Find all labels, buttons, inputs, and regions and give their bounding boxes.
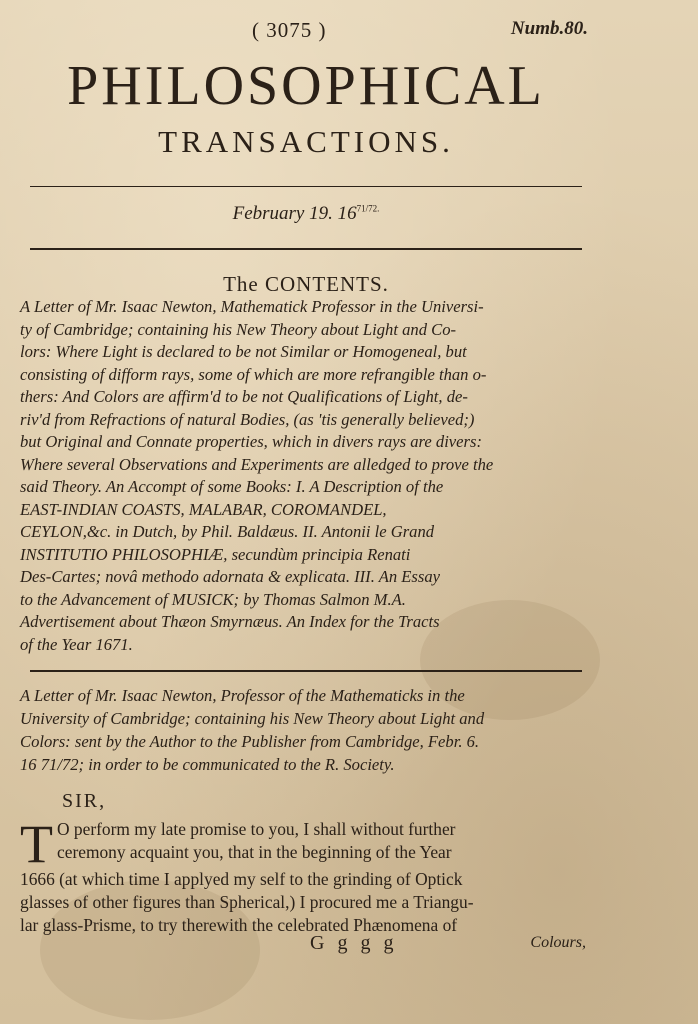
letter-body: [20, 814, 590, 938]
contents-line: Advertisement about Thæon Smyrnæus. An Index for the Tracts: [20, 612, 440, 631]
letter-heading-line: A Letter of Mr. Isaac Newton, Professor of the Mathematicks in the: [20, 686, 465, 705]
contents-summary: [20, 296, 590, 656]
contents-line: Where several Observations and Experiments are alledged to prove the: [20, 454, 494, 474]
issue-date-text: February 19. 16: [232, 203, 357, 224]
signature-mark: G g g g: [310, 932, 398, 954]
contents-line: but Original and Connate properties, which in divers rays are divers:: [20, 432, 482, 451]
issue-date-fraction: 71/72.: [356, 203, 380, 214]
contents-line: INSTITUTIO PHILOSOPHIÆ, secundùm principia Renati: [20, 544, 411, 564]
divider-rule: [30, 186, 582, 187]
contents-line: A Letter of Mr. Isaac Newton, Mathematick Professor in the Universi-: [20, 297, 484, 316]
body-line: glasses of other figures than Spherical,) I procured me a Triangu-: [20, 892, 474, 913]
masthead-subtitle: TRANSACTIONS.: [158, 124, 454, 159]
masthead-title: PHILOSOPHICAL: [67, 55, 545, 117]
contents-line: consisting of difform rays, some of which are more refrangible than o-: [20, 364, 487, 384]
letter-heading-line: Colors: sent by the Author to the Publisher from Cambridge, Febr. 6.: [20, 732, 480, 751]
salutation: SIR,: [62, 790, 107, 812]
letter-heading-line: 16 71/72; in order to be communicated to the R. Society.: [20, 755, 395, 774]
contents-line: CEYLON,&c. in Dutch, by Phil. Baldæus. II. Antonii le Grand: [20, 522, 435, 541]
body-line: ceremony acquaint you, that in the beginning of the Year: [57, 842, 452, 863]
issue-number: Numb.80.: [510, 18, 588, 39]
body-line: 1666 (at which time I applyed my self to the grinding of Optick: [20, 869, 463, 889]
issue-date: [26, 203, 586, 225]
contents-line: thers: And Colors are affirm'd to be not Qualifications of Light, de-: [20, 387, 468, 406]
contents-line: ty of Cambridge; containing his New Theory about Light and Co-: [20, 319, 457, 339]
catchword: Colours,: [530, 934, 586, 951]
contents-line: riv'd from Refractions of natural Bodies, (as 'tis generally believed;): [20, 409, 475, 429]
body-line: lar glass-Prisme, to try therewith the celebrated Phænomena of: [20, 915, 458, 936]
body-line: O perform my late promise to you, I shall without further: [57, 819, 456, 839]
divider-rule: [30, 670, 582, 672]
contents-line: lors: Where Light is declared to be not Similar or Homogeneal, but: [20, 342, 467, 361]
contents-line: said Theory. An Accompt of some Books: I. A Description of the: [20, 477, 444, 496]
contents-heading: The CONTENTS.: [223, 272, 389, 296]
letter-heading-line: University of Cambridge; containing his New Theory about Light and: [20, 709, 485, 728]
contents-line: to the Advancement of MUSICK; by Thomas Salmon M.A.: [20, 589, 406, 609]
contents-line: Des-Cartes; novâ methodo adornata & explicata. III. An Essay: [20, 567, 440, 586]
contents-line: of the Year 1671.: [20, 634, 133, 654]
letter-heading: [20, 684, 590, 776]
drop-cap: T: [20, 814, 53, 874]
contents-line: EAST-INDIAN COASTS, MALABAR, COROMANDEL,: [20, 499, 387, 519]
divider-rule: [30, 248, 582, 250]
page-number: ( 3075 ): [252, 18, 327, 42]
